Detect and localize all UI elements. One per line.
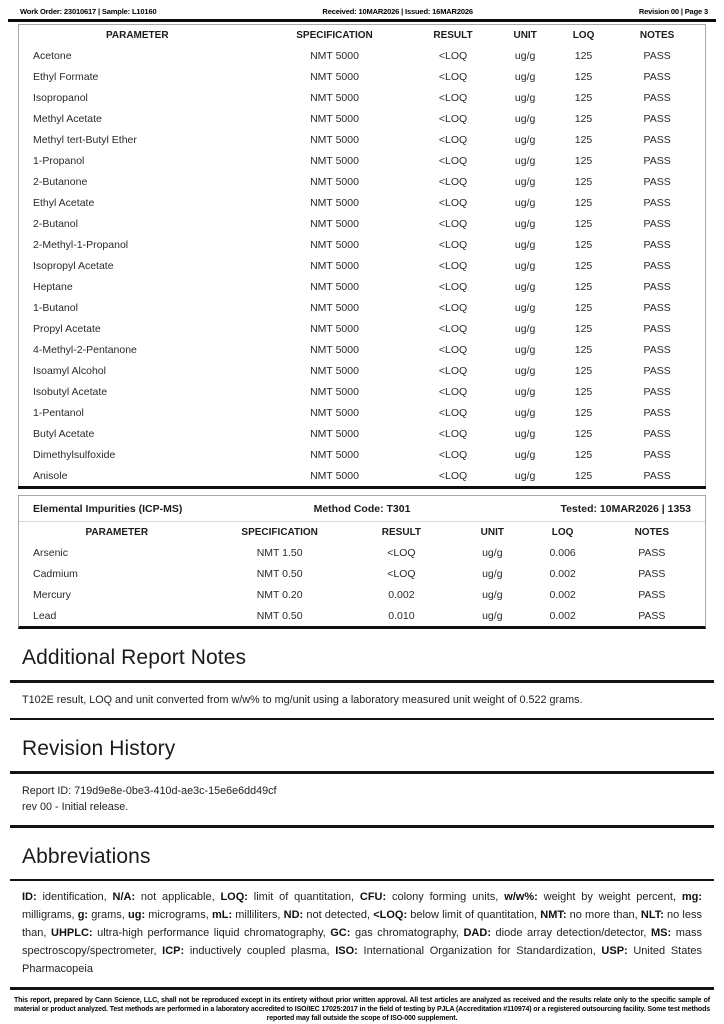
abbreviation-term: CFU:	[359, 891, 387, 904]
table-cell: NMT 5000	[310, 49, 359, 62]
abbreviations-text: ID: identification, N/A: not applicable, LOQ: limit of quantitation, CFU: colony forming units, w/w%: weight by weight percent, mg: milligrams, g: grams, ug: micrograms, mL: milliliters, ND: not detected, <LOQ: below limit of quantitation, NMT: no more than, NLT: no less than, UHPLC: ultra-high performance liquid chromatography, GC: gas chromatography, DAD: diode array detection/detector, MS: mass spectroscopy/spectrometer, ICP: inductively coupled plasma, ISO: International Organization for Standardization, USP: United States Pharmacopeia	[22, 891, 703, 975]
abbreviation-term: MS:	[650, 926, 672, 939]
abbreviation-term: mL:	[211, 909, 233, 922]
tested-date: Tested: 10MAR2026 | 1353	[560, 503, 691, 515]
table-cell: NMT 5000	[310, 175, 359, 188]
column-header: RESULT	[381, 526, 422, 538]
table-cell: <LOQ	[387, 567, 416, 580]
table-cell: PASS	[643, 448, 671, 461]
column-header: PARAMETER	[105, 29, 169, 41]
table-cell: NMT 5000	[310, 364, 359, 377]
table-header-row	[19, 25, 706, 46]
header-divider	[8, 19, 716, 22]
parameter-cell: Acetone	[33, 49, 72, 62]
table-cell: 125	[574, 406, 593, 419]
table-cell: ug/g	[514, 49, 536, 62]
column-header: NOTES	[634, 526, 670, 538]
table-cell: 0.002	[549, 567, 576, 580]
section-divider	[10, 771, 714, 774]
table-cell: 125	[574, 469, 593, 482]
table-cell: PASS	[643, 49, 671, 62]
table-cell: ug/g	[482, 546, 503, 559]
section-divider	[10, 825, 714, 828]
table-cell: 0.002	[549, 609, 576, 622]
table-cell: 0.002	[549, 588, 576, 601]
table-cell: 0.002	[388, 588, 415, 601]
table-cell: NMT 5000	[310, 154, 359, 167]
table-cell: 125	[574, 175, 593, 188]
column-header: LOQ	[551, 526, 574, 538]
table-cell: PASS	[643, 280, 671, 293]
table-cell: <LOQ	[438, 49, 468, 62]
table-cell: PASS	[638, 567, 666, 580]
table-row	[19, 192, 706, 213]
column-header: LOQ	[572, 29, 595, 41]
parameter-cell: Methyl Acetate	[33, 112, 102, 125]
report-id: Report ID: 719d9e8e-0be3-410d-ae3c-15e6e6dd49cf	[22, 784, 277, 797]
column-header: SPECIFICATION	[241, 526, 318, 538]
table-cell: PASS	[643, 364, 671, 377]
table-cell: PASS	[638, 588, 666, 601]
footer-disclaimer: This report, prepared by Cann Science, LLC, shall not be reproduced except in its entirety without prior written approval. All test articles are analyzed as received and the results relate only to the specific sample of material or product analyzed. Test methods are performed in a laboratory accredited to ISO/IEC 17025:2017 in the field of testing by PJLA (Accreditation #110974) or a registered outsourcing facility. Some test methods reported may fall outside the scope of ISO-000 supplement.	[14, 996, 710, 1023]
parameter-cell: 2-Butanone	[33, 175, 88, 188]
table-row	[19, 276, 706, 297]
table-cell: NMT 5000	[310, 196, 359, 209]
table-cell: ug/g	[514, 217, 536, 230]
table-cell: 125	[574, 343, 593, 356]
table-cell: <LOQ	[438, 385, 468, 398]
table-cell: ug/g	[514, 406, 536, 419]
table-cell: PASS	[638, 546, 666, 559]
table-cell: ug/g	[514, 112, 536, 125]
elemental-impurities-table	[19, 522, 705, 626]
table-cell: <LOQ	[438, 133, 468, 146]
table-cell: 125	[574, 280, 593, 293]
table-cell: NMT 5000	[310, 322, 359, 335]
abbreviation-term: ISO:	[335, 944, 358, 957]
table-cell: NMT 5000	[310, 448, 359, 461]
parameter-cell: 4-Methyl-2-Pentanone	[33, 343, 137, 356]
table-row	[19, 444, 706, 465]
table-cell: <LOQ	[438, 343, 468, 356]
table-row	[19, 66, 706, 87]
abbreviation-term: g:	[77, 909, 89, 922]
revision-body	[10, 783, 714, 815]
table-cell: PASS	[638, 609, 666, 622]
table-cell: ug/g	[514, 91, 536, 104]
parameter-cell: Methyl tert-Butyl Ether	[33, 133, 137, 146]
table-row	[19, 234, 706, 255]
table-cell: 125	[574, 49, 593, 62]
table-cell: 125	[574, 427, 593, 440]
table-cell: <LOQ	[438, 469, 468, 482]
table-cell: NMT 5000	[310, 238, 359, 251]
table-row	[19, 129, 706, 150]
column-header: SPECIFICATION	[296, 29, 373, 41]
table-cell: PASS	[643, 154, 671, 167]
abbreviation-term: GC:	[330, 926, 351, 939]
abbreviation-term: ND:	[283, 909, 304, 922]
abbreviations-section-title: Abbreviations	[22, 844, 151, 868]
table-row	[19, 423, 706, 444]
table-cell: ug/g	[514, 70, 536, 83]
table-cell: PASS	[643, 217, 671, 230]
table-cell: <LOQ	[438, 112, 468, 125]
table-cell: ug/g	[514, 301, 536, 314]
abbreviation-term: mg:	[681, 891, 703, 904]
abbreviation-term: w/w%:	[504, 891, 538, 904]
parameter-cell: Propyl Acetate	[33, 322, 101, 335]
table-cell: 125	[574, 91, 593, 104]
abbreviation-term: NMT:	[540, 909, 567, 922]
table-cell: 125	[574, 70, 593, 83]
table-cell: PASS	[643, 91, 671, 104]
table-cell: NMT 5000	[310, 469, 359, 482]
table-row	[19, 605, 705, 626]
table-cell: ug/g	[514, 469, 536, 482]
table-cell: 125	[574, 301, 593, 314]
table-cell: PASS	[643, 469, 671, 482]
abbreviation-term: DAD:	[463, 926, 491, 939]
table-cell: 0.006	[549, 546, 576, 559]
residual-solvents-section	[0, 24, 724, 489]
parameter-cell: 2-Butanol	[33, 217, 78, 230]
section-divider	[10, 718, 714, 721]
abbreviation-term: ID:	[22, 891, 37, 904]
revision-page-number: Revision 00 | Page 3	[638, 7, 708, 16]
table-row	[19, 563, 705, 584]
table-cell: PASS	[643, 385, 671, 398]
table-cell: ug/g	[514, 448, 536, 461]
table-cell: 125	[574, 385, 593, 398]
table-cell: <LOQ	[438, 238, 468, 251]
table-cell: PASS	[643, 427, 671, 440]
column-header: PARAMETER	[85, 526, 149, 538]
notes-body: T102E result, LOQ and unit converted from w/w% to mg/unit using a laboratory measured unit weight of 0.522 grams.	[22, 693, 583, 706]
table-cell: NMT 5000	[310, 91, 359, 104]
parameter-cell: Dimethylsulfoxide	[33, 448, 116, 461]
table-cell: PASS	[643, 343, 671, 356]
table-cell: ug/g	[514, 175, 536, 188]
received-issued-dates: Received: 10MAR2026 | Issued: 16MAR2026	[322, 7, 473, 16]
parameter-cell: Isobutyl Acetate	[33, 385, 108, 398]
table-cell: 125	[574, 196, 593, 209]
table-cell: 125	[574, 112, 593, 125]
table-cell: 125	[574, 448, 593, 461]
abbreviation-term: <LOQ:	[373, 909, 408, 922]
revision-section-title: Revision History	[22, 737, 176, 761]
table-row	[19, 297, 706, 318]
elemental-section-header	[19, 496, 705, 522]
abbreviation-term: ICP:	[162, 944, 185, 957]
table-cell: <LOQ	[438, 196, 468, 209]
parameter-cell: Mercury	[33, 588, 71, 601]
method-code: Method Code: T301	[313, 503, 411, 515]
table-cell: ug/g	[482, 567, 503, 580]
table-cell: NMT 5000	[310, 217, 359, 230]
table-cell: 125	[574, 364, 593, 377]
table-row	[19, 360, 706, 381]
table-cell: NMT 5000	[310, 133, 359, 146]
table-cell: ug/g	[514, 427, 536, 440]
table-cell: <LOQ	[438, 301, 468, 314]
page-meta-bar	[0, 0, 724, 18]
table-cell: NMT 5000	[310, 427, 359, 440]
column-header: NOTES	[639, 29, 675, 41]
table-cell: ug/g	[514, 238, 536, 251]
table-cell: NMT 0.50	[256, 609, 303, 622]
table-cell: <LOQ	[438, 448, 468, 461]
parameter-cell: 2-Methyl-1-Propanol	[33, 238, 129, 251]
table-cell: <LOQ	[438, 70, 468, 83]
table-row	[19, 255, 706, 276]
table-row	[19, 339, 706, 360]
table-cell: ug/g	[514, 154, 536, 167]
parameter-cell: Butyl Acetate	[33, 427, 95, 440]
table-cell: ug/g	[514, 133, 536, 146]
table-row	[19, 318, 706, 339]
table-cell: NMT 5000	[310, 406, 359, 419]
table-cell: NMT 5000	[310, 259, 359, 272]
work-order-sample: Work Order: 23010617 | Sample: L10160	[20, 7, 157, 16]
table-cell: NMT 5000	[310, 301, 359, 314]
table-cell: PASS	[643, 406, 671, 419]
table-cell: <LOQ	[438, 259, 468, 272]
table-cell: <LOQ	[438, 175, 468, 188]
table-cell: NMT 5000	[310, 112, 359, 125]
table-cell: NMT 0.50	[256, 567, 303, 580]
table-cell: 0.010	[388, 609, 415, 622]
column-header: UNIT	[480, 526, 504, 538]
abbreviation-term: UHPLC:	[51, 926, 93, 939]
abbreviation-term: N/A:	[112, 891, 136, 904]
elemental-impurities-section	[18, 495, 706, 629]
section-divider	[10, 987, 714, 990]
parameter-cell: Anisole	[33, 469, 68, 482]
table-cell: PASS	[643, 259, 671, 272]
parameter-cell: 1-Butanol	[33, 301, 78, 314]
abbreviation-term: USP:	[601, 944, 628, 957]
parameter-cell: Arsenic	[33, 546, 69, 559]
table-cell: <LOQ	[438, 427, 468, 440]
parameter-cell: Isopropanol	[33, 91, 88, 104]
table-row	[19, 213, 706, 234]
table-header-row	[19, 522, 705, 542]
table-cell: NMT 5000	[310, 70, 359, 83]
table-cell: ug/g	[514, 280, 536, 293]
table-row	[19, 150, 706, 171]
notes-section-title: Additional Report Notes	[22, 646, 247, 669]
table-cell: PASS	[643, 301, 671, 314]
residual-solvents-table	[18, 24, 706, 489]
table-cell: 125	[574, 154, 593, 167]
table-cell: 125	[574, 133, 593, 146]
table-cell: <LOQ	[438, 280, 468, 293]
abbreviation-term: ug:	[128, 909, 146, 922]
section-divider	[10, 879, 714, 882]
table-row	[19, 45, 706, 66]
table-cell: ug/g	[514, 322, 536, 335]
table-cell: <LOQ	[438, 154, 468, 167]
table-cell: ug/g	[514, 364, 536, 377]
column-header: UNIT	[513, 29, 537, 41]
table-cell: ug/g	[514, 385, 536, 398]
table-row	[19, 87, 706, 108]
table-cell: <LOQ	[387, 546, 416, 559]
parameter-cell: Isoamyl Alcohol	[33, 364, 106, 377]
abbreviation-term: NLT:	[640, 909, 664, 922]
table-cell: ug/g	[514, 259, 536, 272]
table-cell: NMT 0.20	[256, 588, 303, 601]
table-cell: PASS	[643, 175, 671, 188]
table-cell: PASS	[643, 112, 671, 125]
table-cell: PASS	[643, 70, 671, 83]
table-cell: ug/g	[482, 609, 503, 622]
table-cell: 125	[574, 238, 593, 251]
parameter-cell: Cadmium	[33, 567, 78, 580]
table-cell: <LOQ	[438, 406, 468, 419]
table-cell: 125	[574, 217, 593, 230]
table-cell: <LOQ	[438, 364, 468, 377]
abbreviation-term: LOQ:	[220, 891, 248, 904]
table-cell: PASS	[643, 238, 671, 251]
parameter-cell: 1-Propanol	[33, 154, 85, 167]
table-cell: ug/g	[514, 196, 536, 209]
table-cell: <LOQ	[438, 217, 468, 230]
table-cell: ug/g	[482, 588, 503, 601]
revision-line: rev 00 - Initial release.	[22, 801, 129, 814]
table-cell: NMT 5000	[310, 343, 359, 356]
prose-sections	[10, 646, 714, 990]
parameter-cell: Isopropyl Acetate	[33, 259, 114, 272]
parameter-cell: Heptane	[33, 280, 73, 293]
table-cell: PASS	[643, 322, 671, 335]
table-cell: NMT 5000	[310, 280, 359, 293]
parameter-cell: Ethyl Acetate	[33, 196, 95, 209]
elemental-section-title: Elemental Impurities (ICP-MS)	[33, 503, 183, 515]
column-header: RESULT	[433, 29, 473, 41]
table-cell: NMT 5000	[310, 385, 359, 398]
parameter-cell: 1-Pentanol	[33, 406, 84, 419]
table-cell: NMT 1.50	[256, 546, 303, 559]
table-cell: <LOQ	[438, 91, 468, 104]
table-cell: ug/g	[514, 343, 536, 356]
table-row	[19, 381, 706, 402]
section-divider	[10, 680, 714, 683]
table-cell: 125	[574, 259, 593, 272]
table-row	[19, 108, 706, 129]
parameter-cell: Ethyl Formate	[33, 70, 99, 83]
table-row	[19, 465, 706, 488]
table-row	[19, 542, 705, 563]
table-cell: PASS	[643, 196, 671, 209]
table-row	[19, 584, 705, 605]
table-row	[19, 402, 706, 423]
table-cell: 125	[574, 322, 593, 335]
table-cell: PASS	[643, 133, 671, 146]
table-row	[19, 171, 706, 192]
table-cell: <LOQ	[438, 322, 468, 335]
parameter-cell: Lead	[33, 609, 57, 622]
